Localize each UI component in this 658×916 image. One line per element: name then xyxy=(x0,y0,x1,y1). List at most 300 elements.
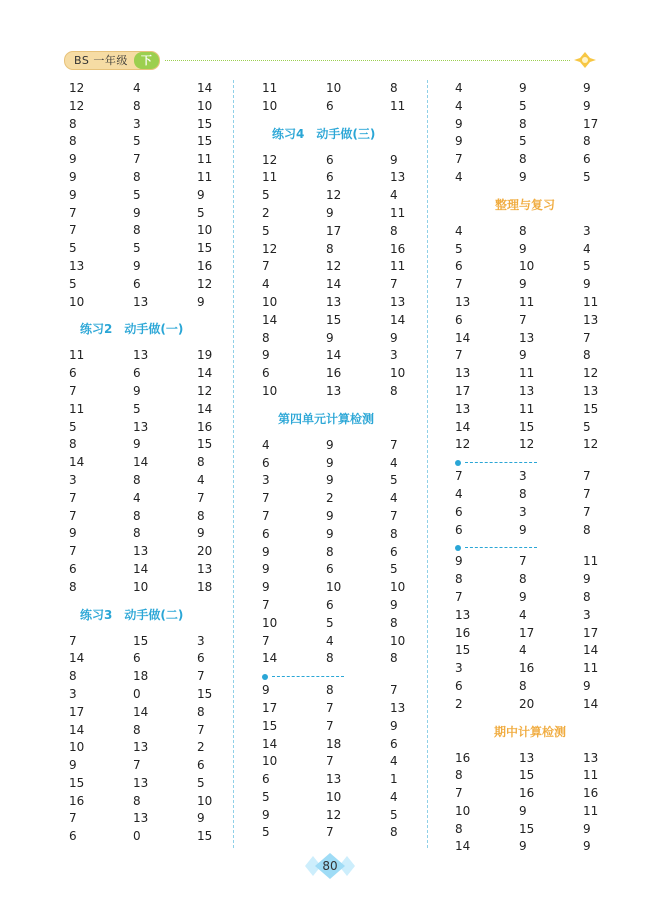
answer-value: 7 xyxy=(390,683,398,698)
answer-value: 4 xyxy=(455,98,463,113)
answer-value: 17 xyxy=(455,383,471,398)
answer-value: 9 xyxy=(262,683,270,698)
answer-value: 3 xyxy=(519,469,527,484)
answer-value: 16 xyxy=(519,786,535,801)
answer-value: 11 xyxy=(262,81,278,95)
answer-value: 9 xyxy=(455,116,463,131)
answer-value: 13 xyxy=(390,700,406,715)
answer-value: 14 xyxy=(262,312,278,327)
answer-value: 7 xyxy=(583,469,591,484)
answer-value: 14 xyxy=(455,419,471,434)
answer-block xyxy=(262,80,454,116)
answer-row xyxy=(69,80,261,98)
answer-row xyxy=(69,810,261,828)
answer-value: 5 xyxy=(519,134,527,149)
answer-value: 15 xyxy=(455,643,471,658)
section-title: 第四单元计算检测 xyxy=(278,411,375,426)
answer-value: 15 xyxy=(519,821,535,836)
answer-value: 13 xyxy=(583,750,599,765)
answer-value: 11 xyxy=(197,169,213,184)
grade-badge xyxy=(64,51,160,70)
answer-value: 5 xyxy=(197,775,205,790)
answer-row xyxy=(69,383,261,401)
answer-value: 7 xyxy=(262,508,270,523)
answer-value: 11 xyxy=(262,170,278,185)
answer-row xyxy=(69,151,261,169)
answer-value: 12 xyxy=(262,152,278,167)
answer-value: 13 xyxy=(69,258,85,273)
answer-value: 6 xyxy=(133,276,141,291)
answer-value: 16 xyxy=(583,786,599,801)
answer-value: 13 xyxy=(583,312,599,327)
answer-value: 9 xyxy=(390,330,398,345)
answer-row xyxy=(69,472,261,490)
answer-row xyxy=(455,80,647,98)
answer-value: 9 xyxy=(326,473,334,488)
answer-row xyxy=(262,771,454,789)
answer-value: 16 xyxy=(390,241,406,256)
answer-value: 9 xyxy=(326,330,334,345)
answer-row xyxy=(455,785,647,803)
answer-column-3 xyxy=(455,80,647,856)
answer-value: 7 xyxy=(69,223,77,238)
answer-row xyxy=(262,347,454,365)
answer-value: 9 xyxy=(519,169,527,184)
answer-row xyxy=(262,561,454,579)
answer-row xyxy=(455,750,647,768)
answer-value: 8 xyxy=(583,134,591,149)
answer-row xyxy=(69,205,261,223)
answer-value: 9 xyxy=(262,348,270,363)
answer-row xyxy=(69,240,261,258)
answer-value: 14 xyxy=(262,651,278,666)
answer-value: 7 xyxy=(197,722,205,737)
answer-value: 9 xyxy=(519,839,527,854)
answer-row xyxy=(455,642,647,660)
answer-value: 7 xyxy=(455,469,463,484)
answer-value: 6 xyxy=(69,366,77,381)
answer-value: 8 xyxy=(69,669,77,684)
answer-row xyxy=(69,187,261,205)
answer-value: 4 xyxy=(262,437,270,452)
answer-value: 9 xyxy=(583,678,591,693)
answer-row xyxy=(262,650,454,668)
answer-value: 8 xyxy=(133,526,141,541)
answer-row xyxy=(262,294,454,312)
answer-value: 4 xyxy=(455,81,463,95)
answer-value: 9 xyxy=(326,508,334,523)
answer-value: 13 xyxy=(455,294,471,309)
answer-row xyxy=(455,419,647,437)
answer-value: 3 xyxy=(455,661,463,676)
answer-row xyxy=(69,793,261,811)
answer-value: 8 xyxy=(69,116,77,131)
answer-value: 13 xyxy=(133,775,149,790)
section-title: 练习4 动手做(三) xyxy=(272,126,376,141)
answer-value: 4 xyxy=(583,241,591,256)
answer-value: 12 xyxy=(197,276,213,291)
answer-value: 18 xyxy=(326,736,342,751)
answer-row xyxy=(455,365,647,383)
answer-value: 5 xyxy=(133,134,141,149)
answer-row xyxy=(262,633,454,651)
answer-value: 7 xyxy=(519,554,527,569)
answer-value: 16 xyxy=(197,258,213,273)
answer-value: 16 xyxy=(455,625,471,640)
answer-value: 8 xyxy=(326,651,334,666)
answer-row xyxy=(69,347,261,365)
answer-value: 8 xyxy=(390,526,398,541)
answer-value: 15 xyxy=(197,686,213,701)
answer-value: 13 xyxy=(326,772,342,787)
answer-value: 14 xyxy=(326,348,342,363)
answer-value: 5 xyxy=(583,419,591,434)
answer-value: 9 xyxy=(133,437,141,452)
answer-value: 2 xyxy=(326,491,334,506)
answer-column-2 xyxy=(262,80,454,842)
answer-value: 5 xyxy=(390,562,398,577)
answer-value: 6 xyxy=(133,366,141,381)
answer-value: 8 xyxy=(133,169,141,184)
answer-value: 12 xyxy=(583,437,599,452)
answer-value: 8 xyxy=(583,522,591,537)
answer-row xyxy=(455,312,647,330)
answer-value: 9 xyxy=(326,526,334,541)
answer-block xyxy=(262,437,454,668)
answer-value: 12 xyxy=(455,437,471,452)
answer-value: 12 xyxy=(583,366,599,381)
answer-row xyxy=(262,682,454,700)
answer-value: 8 xyxy=(583,348,591,363)
answer-value: 15 xyxy=(519,419,535,434)
answer-value: 13 xyxy=(455,607,471,622)
answer-row xyxy=(262,330,454,348)
answer-value: 11 xyxy=(390,205,406,220)
answer-row xyxy=(455,401,647,419)
answer-value: 7 xyxy=(583,486,591,501)
answer-value: 8 xyxy=(519,678,527,693)
answer-value: 7 xyxy=(262,491,270,506)
answer-block xyxy=(455,80,647,187)
answer-value: 4 xyxy=(519,643,527,658)
answer-value: 7 xyxy=(390,508,398,523)
answer-row xyxy=(69,650,261,668)
answer-column-1 xyxy=(69,80,261,846)
answer-row xyxy=(455,607,647,625)
answer-value: 9 xyxy=(69,169,77,184)
answer-value: 5 xyxy=(519,98,527,113)
answer-value: 12 xyxy=(69,98,85,113)
answer-row xyxy=(455,571,647,589)
answer-value: 14 xyxy=(583,643,599,658)
answer-value: 5 xyxy=(69,419,77,434)
answer-value: 5 xyxy=(69,276,77,291)
answer-value: 5 xyxy=(583,259,591,274)
answer-value: 6 xyxy=(390,544,398,559)
answer-row xyxy=(455,436,647,454)
section-title: 练习3 动手做(二) xyxy=(80,607,184,622)
answer-value: 7 xyxy=(262,633,270,648)
answer-value: 7 xyxy=(197,669,205,684)
answer-value: 9 xyxy=(326,455,334,470)
answer-value: 14 xyxy=(197,81,213,95)
answer-value: 10 xyxy=(390,366,406,381)
answer-value: 5 xyxy=(262,789,270,804)
answer-row xyxy=(69,704,261,722)
answer-value: 15 xyxy=(197,829,213,844)
answer-value: 6 xyxy=(326,152,334,167)
answer-value: 13 xyxy=(390,294,406,309)
answer-value: 7 xyxy=(197,490,205,505)
answer-value: 11 xyxy=(583,554,599,569)
answer-value: 7 xyxy=(390,277,398,292)
answer-value: 11 xyxy=(583,661,599,676)
answer-value: 8 xyxy=(133,223,141,238)
answer-value: 11 xyxy=(519,294,535,309)
answer-value: 14 xyxy=(69,651,85,666)
answer-value: 13 xyxy=(519,330,535,345)
answer-row xyxy=(262,718,454,736)
answer-value: 11 xyxy=(390,98,406,113)
answer-value: 2 xyxy=(455,696,463,711)
answer-row xyxy=(455,383,647,401)
answer-row xyxy=(69,543,261,561)
answer-value: 7 xyxy=(133,152,141,167)
answer-value: 8 xyxy=(197,508,205,523)
answer-value: 6 xyxy=(262,772,270,787)
answer-value: 6 xyxy=(262,366,270,381)
answer-value: 8 xyxy=(455,821,463,836)
answer-value: 20 xyxy=(197,544,213,559)
answer-value: 13 xyxy=(326,383,342,398)
answer-row xyxy=(69,757,261,775)
answer-row xyxy=(69,775,261,793)
answer-value: 9 xyxy=(262,544,270,559)
answer-value: 16 xyxy=(197,419,213,434)
block-separator xyxy=(455,454,647,468)
answer-value: 4 xyxy=(262,277,270,292)
answer-value: 15 xyxy=(69,775,85,790)
answer-row xyxy=(455,660,647,678)
answer-value: 6 xyxy=(326,562,334,577)
star-icon xyxy=(574,52,596,68)
answer-value: 8 xyxy=(390,651,398,666)
answer-value: 9 xyxy=(519,241,527,256)
answer-row xyxy=(455,696,647,714)
answer-value: 7 xyxy=(262,259,270,274)
answer-value: 8 xyxy=(390,383,398,398)
answer-block xyxy=(262,682,454,842)
answer-value: 4 xyxy=(390,455,398,470)
answer-value: 13 xyxy=(133,811,149,826)
answer-value: 9 xyxy=(197,811,205,826)
answer-value: 9 xyxy=(583,81,591,95)
answer-row xyxy=(262,223,454,241)
answer-value: 9 xyxy=(390,152,398,167)
answer-row xyxy=(69,401,261,419)
answer-value: 8 xyxy=(69,579,77,594)
answer-row xyxy=(69,258,261,276)
answer-value: 13 xyxy=(197,561,213,576)
answer-value: 9 xyxy=(519,589,527,604)
answer-value: 4 xyxy=(390,754,398,769)
answer-value: 8 xyxy=(390,615,398,630)
answer-row xyxy=(262,753,454,771)
answer-value: 6 xyxy=(69,829,77,844)
answer-value: 7 xyxy=(69,811,77,826)
block-separator xyxy=(455,539,647,553)
answer-value: 14 xyxy=(326,277,342,292)
answer-row xyxy=(455,553,647,571)
answer-value: 8 xyxy=(455,572,463,587)
answer-row xyxy=(262,455,454,473)
answer-value: 8 xyxy=(197,455,205,470)
answer-value: 3 xyxy=(69,686,77,701)
answer-value: 7 xyxy=(69,633,77,648)
answer-value: 15 xyxy=(326,312,342,327)
answer-value: 0 xyxy=(133,829,141,844)
answer-value: 19 xyxy=(197,348,213,363)
answer-row xyxy=(262,80,454,98)
answer-value: 13 xyxy=(519,383,535,398)
answer-row xyxy=(69,508,261,526)
answer-value: 5 xyxy=(197,205,205,220)
answer-row xyxy=(69,98,261,116)
grade-label: BS 一年级 xyxy=(74,54,128,67)
answer-value: 10 xyxy=(69,294,85,309)
answer-value: 8 xyxy=(390,223,398,238)
answer-row xyxy=(455,169,647,187)
answer-value: 16 xyxy=(69,793,85,808)
answer-row xyxy=(262,597,454,615)
answer-row xyxy=(455,678,647,696)
answer-value: 6 xyxy=(455,504,463,519)
answer-value: 4 xyxy=(390,789,398,804)
answer-value: 15 xyxy=(133,633,149,648)
answer-row xyxy=(455,838,647,856)
answer-value: 17 xyxy=(69,704,85,719)
answer-value: 9 xyxy=(133,205,141,220)
answer-row xyxy=(262,437,454,455)
answer-row xyxy=(69,222,261,240)
answer-row xyxy=(262,187,454,205)
answer-value: 6 xyxy=(69,561,77,576)
answer-value: 13 xyxy=(133,419,149,434)
answer-value: 3 xyxy=(583,607,591,622)
answer-value: 10 xyxy=(262,294,278,309)
answer-value: 11 xyxy=(69,348,85,363)
answer-value: 9 xyxy=(455,134,463,149)
answer-value: 9 xyxy=(197,294,205,309)
answer-block xyxy=(455,750,647,857)
page-number: 80 xyxy=(322,859,338,873)
answer-value: 10 xyxy=(262,98,278,113)
answer-value: 13 xyxy=(326,294,342,309)
section-title: 期中计算检测 xyxy=(493,724,566,739)
answer-value: 6 xyxy=(326,597,334,612)
answer-value: 12 xyxy=(69,81,85,95)
answer-value: 11 xyxy=(519,366,535,381)
answer-value: 9 xyxy=(390,597,398,612)
answer-value: 8 xyxy=(455,768,463,783)
answer-value: 7 xyxy=(455,152,463,167)
answer-value: 7 xyxy=(69,205,77,220)
answer-value: 10 xyxy=(390,580,406,595)
answer-value: 9 xyxy=(390,718,398,733)
answer-value: 8 xyxy=(133,472,141,487)
answer-value: 5 xyxy=(133,187,141,202)
answer-row xyxy=(69,561,261,579)
answer-value: 9 xyxy=(69,758,77,773)
answer-row xyxy=(69,169,261,187)
answer-value: 10 xyxy=(519,259,535,274)
answer-row xyxy=(262,312,454,330)
answer-row xyxy=(455,347,647,365)
answer-value: 2 xyxy=(262,205,270,220)
answer-value: 6 xyxy=(455,678,463,693)
answer-value: 8 xyxy=(519,152,527,167)
answer-value: 5 xyxy=(583,169,591,184)
answer-value: 15 xyxy=(583,401,599,416)
answer-value: 9 xyxy=(133,383,141,398)
answer-value: 13 xyxy=(583,383,599,398)
answer-value: 17 xyxy=(583,116,599,131)
answer-value: 9 xyxy=(262,580,270,595)
answer-value: 15 xyxy=(197,437,213,452)
answer-value: 4 xyxy=(390,491,398,506)
answer-value: 7 xyxy=(326,754,334,769)
answer-value: 16 xyxy=(519,661,535,676)
answer-value: 14 xyxy=(583,696,599,711)
answer-row xyxy=(69,668,261,686)
answer-row xyxy=(262,490,454,508)
answer-value: 4 xyxy=(326,633,334,648)
answer-row xyxy=(262,579,454,597)
answer-value: 8 xyxy=(69,437,77,452)
answer-value: 15 xyxy=(197,116,213,131)
answer-value: 8 xyxy=(133,98,141,113)
answer-value: 15 xyxy=(197,134,213,149)
answer-value: 9 xyxy=(455,554,463,569)
answer-value: 17 xyxy=(519,625,535,640)
section-title: 整理与复习 xyxy=(494,197,555,212)
answer-value: 3 xyxy=(583,223,591,238)
answer-block xyxy=(69,80,261,311)
answer-value: 8 xyxy=(133,793,141,808)
answer-row xyxy=(455,625,647,643)
answer-row xyxy=(455,522,647,540)
answer-value: 8 xyxy=(326,241,334,256)
answer-value: 14 xyxy=(69,455,85,470)
answer-value: 9 xyxy=(262,562,270,577)
answer-row xyxy=(262,736,454,754)
answer-row xyxy=(262,258,454,276)
answer-value: 6 xyxy=(262,455,270,470)
answer-row xyxy=(69,133,261,151)
answer-row xyxy=(262,508,454,526)
answer-value: 9 xyxy=(583,277,591,292)
answer-value: 10 xyxy=(133,579,149,594)
answer-value: 14 xyxy=(455,330,471,345)
answer-block xyxy=(262,152,454,401)
answer-value: 5 xyxy=(390,473,398,488)
answer-value: 4 xyxy=(390,188,398,203)
answer-value: 9 xyxy=(583,821,591,836)
answer-value: 14 xyxy=(197,366,213,381)
answer-row xyxy=(455,589,647,607)
answer-value: 14 xyxy=(197,401,213,416)
answer-value: 9 xyxy=(583,98,591,113)
